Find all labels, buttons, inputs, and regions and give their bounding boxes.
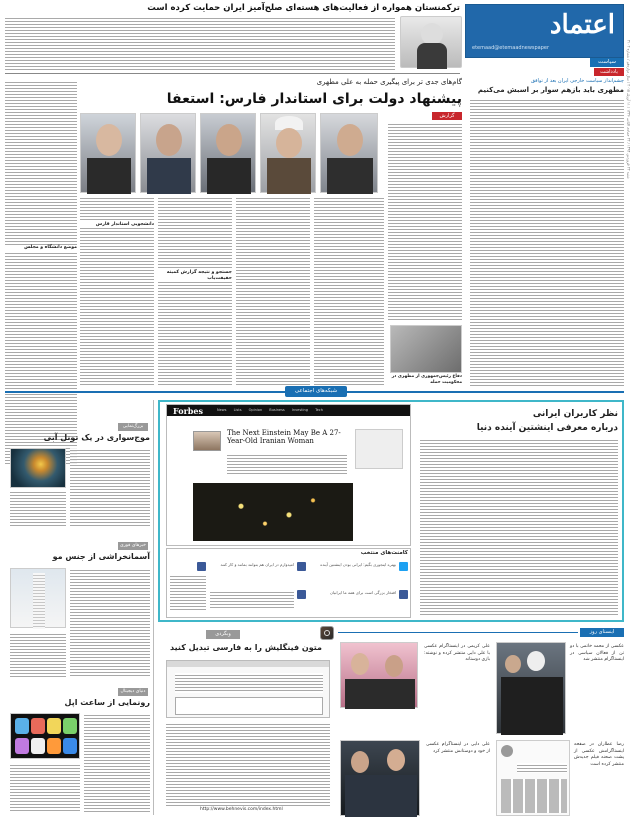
- forbes-nav-item[interactable]: News: [217, 408, 227, 412]
- insta-post-4: [340, 740, 490, 816]
- web-screenshot: [166, 660, 330, 718]
- main-col-4: [236, 196, 310, 386]
- web-body: [166, 722, 330, 806]
- tweets-label: کامنت‌های منتخب: [360, 550, 408, 556]
- main-tag: گزارش: [432, 112, 462, 120]
- forbes-logo: Forbes: [173, 406, 203, 416]
- facebook-icon: [399, 590, 408, 599]
- subhead-1: جستجو و نتیجه گزارش کمیته حقیقت‌یاب: [158, 270, 232, 282]
- top-headline-body: [5, 16, 395, 70]
- forbes-hero-image: [193, 483, 353, 541]
- feature-headline: درباره معرفی اینشتین آینده دنیا: [476, 423, 618, 433]
- twitter-icon: [399, 562, 408, 571]
- forbes-title: The Next Einstein May Be A 27-Year-Old Iranian Woman: [227, 429, 341, 446]
- insta-profile-avatar: [501, 745, 513, 757]
- forbes-nav-item[interactable]: Business: [269, 408, 285, 412]
- tower-photo: [10, 568, 66, 628]
- tweet-item-3: [312, 590, 408, 612]
- tweet-text: افتخار بزرگی است برای همه ما ایرانیان: [330, 590, 396, 595]
- portrait-1: [80, 113, 136, 193]
- forbes-nav-item[interactable]: Lists: [233, 408, 242, 412]
- sidebar-title: مطهری باید بازهم سوار بر اسبش می‌کنیم: [477, 86, 624, 94]
- insta-caption-3: رضا عطاران در صفحه اینستاگرامش عکسی از پشت صحنه فیلم جدیدش منتشر کرده است: [574, 742, 624, 767]
- web-url[interactable]: http://www.behnevis.com/index.html: [200, 807, 283, 812]
- sidebar-kicker: چشم‌انداز سیاست خارجی ایران بعد از توافق: [531, 78, 624, 84]
- forbes-nav-item[interactable]: Tech: [315, 408, 323, 412]
- forbes-nav-item[interactable]: Investing: [291, 408, 308, 412]
- tweet-item-5: [170, 562, 206, 612]
- insta-caption-4: علی دایی در اینستاگرام عکسی از خود و دوستانش منتشر کرد: [426, 742, 490, 754]
- main-col-3: [158, 196, 232, 386]
- main-headline: پیشنهاد دولت برای استاندار فارس: استعفا: [166, 91, 462, 107]
- sidebar-tag: یادداشت: [594, 68, 624, 76]
- subhead-3: موضع دانشگاه و مجلس: [5, 245, 77, 251]
- main-col-5: [314, 196, 384, 386]
- tweet-item-4: [210, 590, 306, 612]
- forbes-screenshot: [166, 404, 411, 546]
- left-story2-body-b: [10, 632, 66, 678]
- facebook-icon: [297, 562, 306, 571]
- left-story3-title: رونمایی از ساعت اپل: [64, 698, 150, 707]
- tweet-text: امیدوارم در ایران هم بتوانند بمانند و کار کنند: [220, 562, 294, 567]
- main-left-col-1: [5, 80, 77, 465]
- insta-caption-1: عکسی از محمد خاتمی با دو تن از فعالان سیاسی در اینستاگرام منتشر شد: [570, 644, 624, 663]
- portrait-2: [140, 113, 196, 193]
- left-tag-1: بزرگ‌نمایی: [118, 423, 148, 431]
- subhead-2: دانشجویی استاندار فارس: [80, 222, 154, 228]
- forbes-nav-item[interactable]: Opinion: [248, 408, 263, 412]
- left-story3-body-b: [10, 763, 80, 813]
- insta-post-3: [496, 740, 624, 816]
- tweet-item-2: [210, 562, 306, 584]
- portrait-4: [260, 113, 316, 193]
- main-photo-caption: دفاع رئیس‌جمهوری از مطهری در محکومیت حمله: [391, 374, 462, 385]
- forbes-author-photo: [193, 431, 221, 451]
- forbes-nav: [217, 408, 323, 413]
- web-title: متون فینگلیش را به فارسی تبدیل کنید: [170, 643, 322, 652]
- insta-caption-2: علی کریمی در اینستاگرام عکسی با علی دایی منتشر کرده و نوشته: بازی دوستانه: [424, 644, 490, 663]
- insta-post-1: [496, 642, 624, 734]
- band-label: شبکه‌های اجتماعی: [285, 386, 347, 397]
- forbes-body: [227, 453, 347, 475]
- web-tag: وبگردی: [206, 630, 240, 639]
- left-tag-3: دنیای دیجیتال: [118, 688, 148, 696]
- left-col-rule: [153, 400, 154, 815]
- feature-body: [420, 438, 618, 616]
- left-story1-body: [70, 448, 150, 528]
- facebook-icon: [297, 590, 306, 599]
- insta-photo-3: [496, 740, 570, 816]
- insta-day-tag: اینستای روز: [580, 628, 624, 637]
- watch-photo: [10, 713, 80, 759]
- insta-photo-1: [496, 642, 566, 734]
- feature-kicker: نظر کاربران ایرانی: [532, 409, 618, 419]
- left-story1-title: موج‌سواری در یک تونل آبی: [43, 433, 150, 442]
- insta-photo-4: [340, 740, 420, 816]
- portrait-3: [200, 113, 256, 193]
- masthead-url: etemaad@etemaadnewspaper: [472, 45, 550, 52]
- section-label: سیاست: [590, 58, 624, 67]
- insta-post-2: [340, 642, 490, 734]
- left-story2-body: [70, 568, 150, 678]
- main-col-6: [388, 122, 462, 322]
- main-story-photo: [390, 325, 462, 373]
- left-story1-body-b: [10, 490, 66, 528]
- facebook-icon: [197, 562, 206, 571]
- dateline: شنبه ۲۲ فروردین ۱۳۹۴ / ۲۲ جمادی الثانی ۱۴۳۶ / ۱۱ آوریل ۲۰۱۵ / سال دوازدهم / شماره ۳۱۰۲: [626, 40, 631, 179]
- rouhani-photo: [400, 16, 462, 68]
- main-kicker: گام‌های جدی تر برای پیگیری حمله به علی مطهری: [316, 78, 462, 86]
- top-headline: ترکمنستان همواره از فعالیت‌های هسته‌ای صلح‌آمیز ایران حمایت کرده است: [147, 3, 460, 13]
- rule-top: [5, 73, 460, 74]
- insta-section-rule: [338, 632, 578, 633]
- left-tag-2: خبرهای فوری: [119, 543, 147, 548]
- left-story2-title: آسمانخراشی از جنس مو: [52, 552, 150, 561]
- sidebar-body: [470, 98, 624, 388]
- masthead: [465, 4, 624, 58]
- tweet-text: بهتره اینجوری بگیم: ایرانی بودن اینشتین آینده: [320, 562, 396, 567]
- insta-photo-2: [340, 642, 418, 708]
- instagram-icon: [320, 626, 334, 640]
- forbes-ad: [355, 429, 403, 469]
- tweet-item-1: [312, 562, 408, 584]
- masthead-logo: اعتماد: [549, 10, 615, 40]
- left-story3-body: [84, 713, 150, 813]
- portraits-row: [80, 113, 380, 193]
- wave-photo: [10, 448, 66, 488]
- portrait-5: [320, 113, 378, 193]
